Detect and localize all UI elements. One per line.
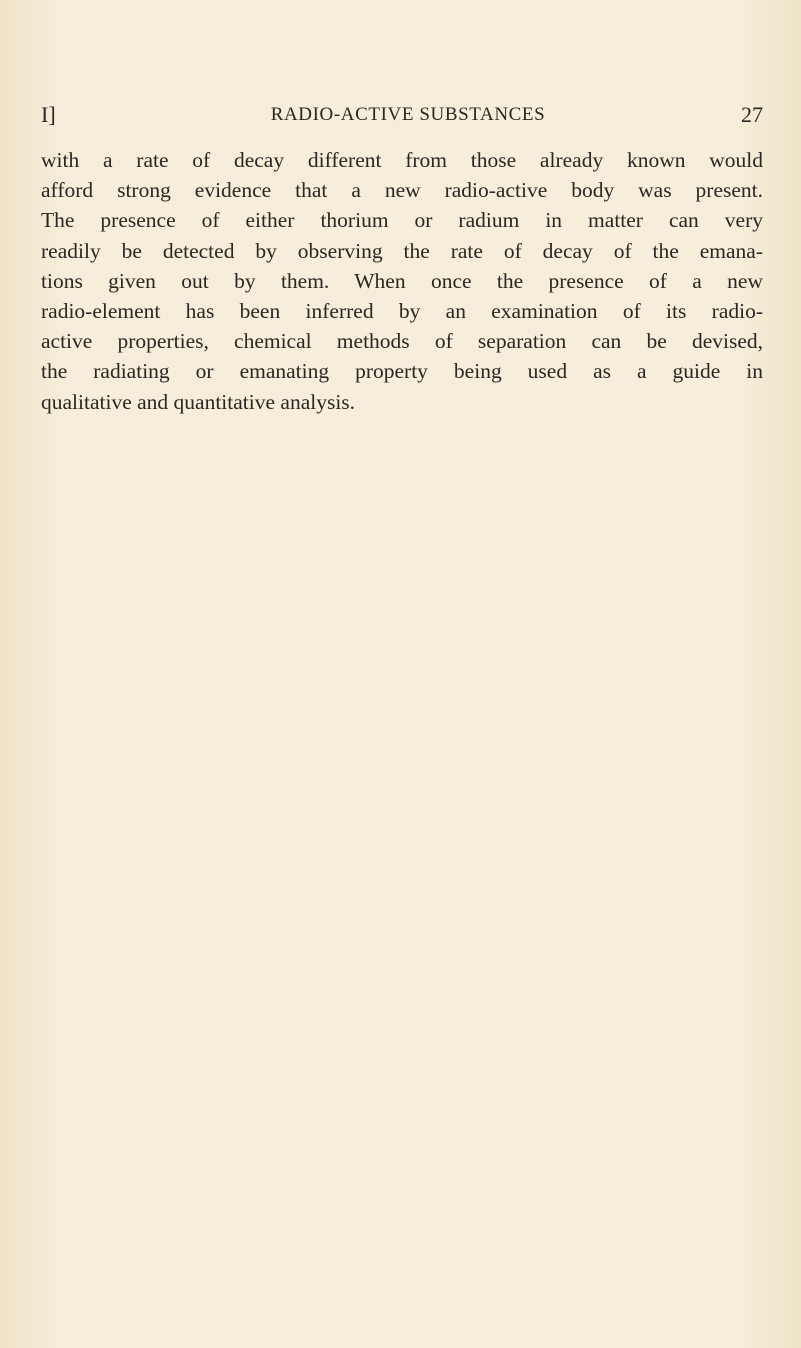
- text-line: radio-element has been inferred by an examination of its radio-: [41, 298, 763, 323]
- text-line: qualitative and quantitative analysis.: [41, 389, 356, 414]
- text-line: afford strong evidence that a new radio-active body was present.: [41, 178, 763, 203]
- text-line: with a rate of decay different from those already known would: [41, 148, 763, 172]
- text-line: readily be detected by observing the rate of decay of the emana-: [41, 238, 763, 263]
- text-line: tions given out by them. When once the presence of a new: [41, 268, 763, 293]
- text-line: The presence of either thorium or radium in matter can very: [41, 208, 763, 233]
- text-line: active properties, chemical methods of separation can be devised,: [41, 329, 763, 354]
- text-line: the radiating or emanating property being used as a guide in: [41, 359, 763, 384]
- chapter-number: I]: [41, 102, 56, 127]
- page-number: 27: [741, 102, 763, 127]
- body-paragraph: [41, 145, 763, 417]
- running-head: [41, 102, 763, 130]
- running-title: RADIO-ACTIVE SUBSTANCES: [270, 104, 546, 125]
